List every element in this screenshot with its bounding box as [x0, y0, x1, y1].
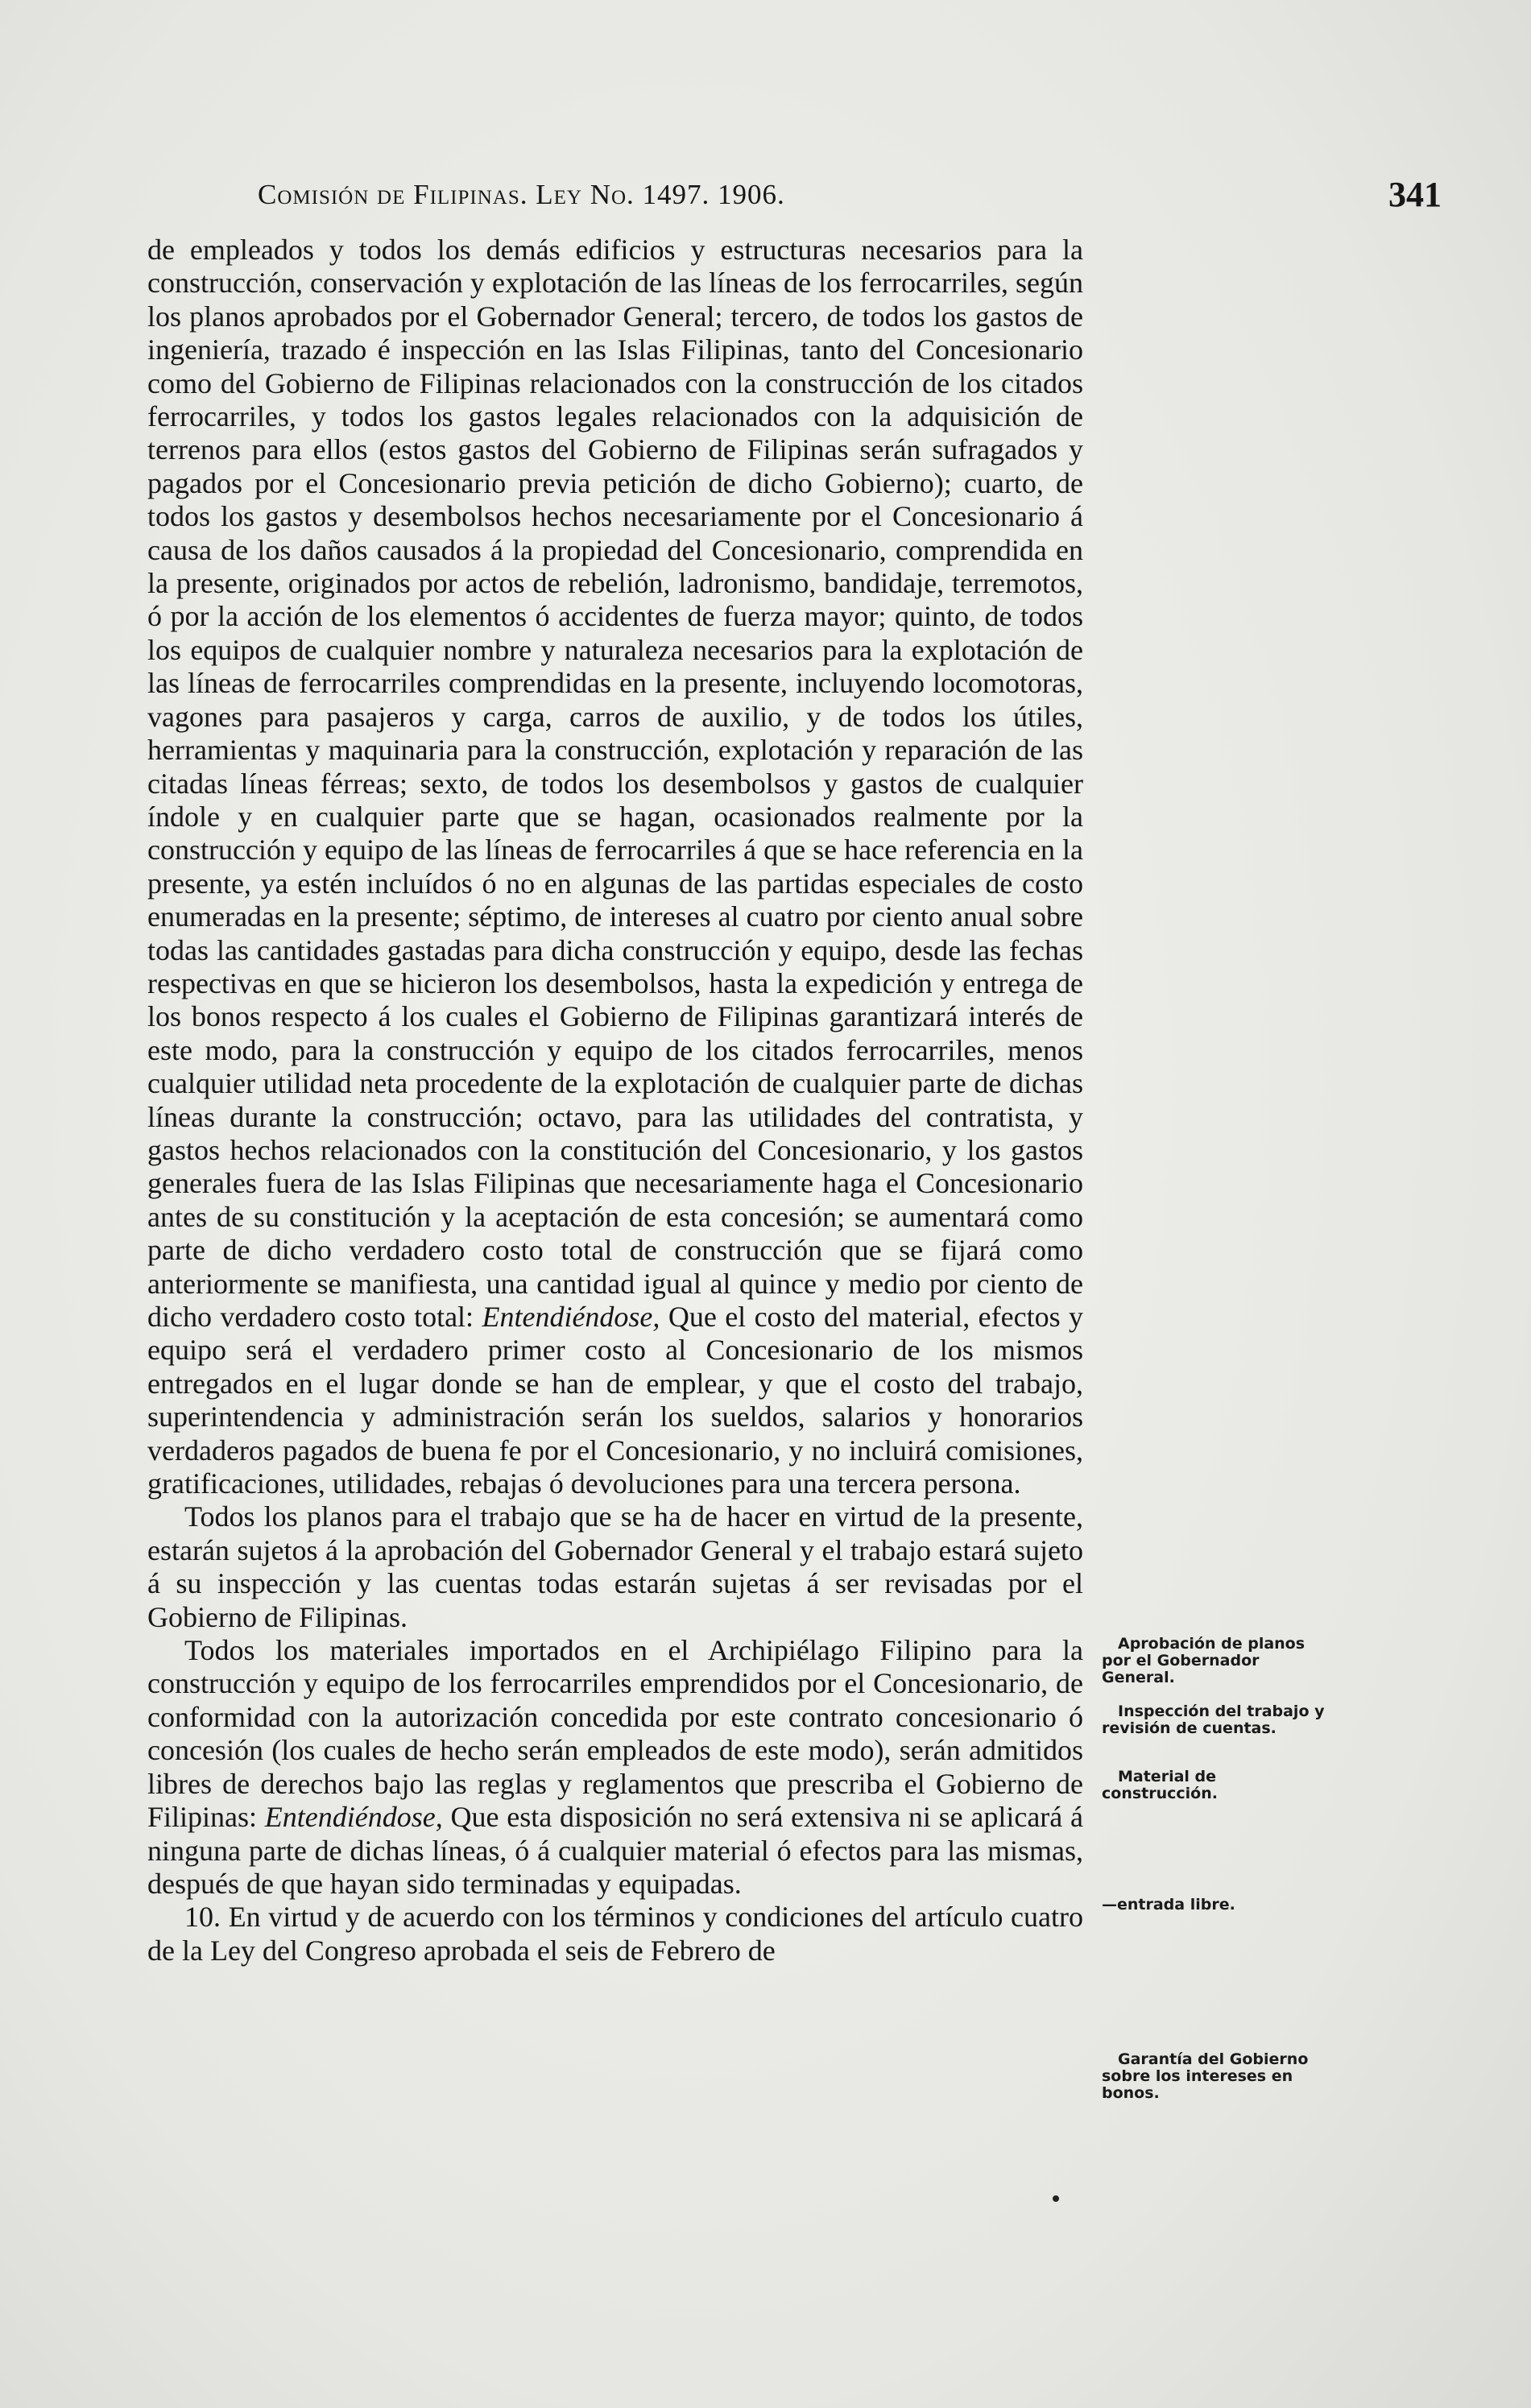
- margin-note-guarantee: Garantía del Gobierno sobre los intereses en bonos.: [1102, 2050, 1309, 2102]
- proviso-emphasis: Entendiéndose,: [482, 1301, 660, 1333]
- paragraph-plans-approval: Todos los planos para el trabajo que se ha de hacer en virtud de la presente, estarán sujetos á la aprobación del Gobernador General y el trabajo estará sujeto á su inspección y las cuentas todas estarán sujetas á ser revisadas por el Gobierno de Filipinas.: [147, 1500, 1083, 1633]
- proviso-emphasis: Entendiéndose,: [264, 1801, 443, 1834]
- paragraph-text: Que el costo del material, efectos y equipo será el verdadero primer costo al Concesionario de los mismos entregados en el lugar donde se han de emplear, y que el costo del trabajo, superintendencia y administración serán los sueldos, salarios y honorarios verdaderos pagados de buena fe por el Concesionario, y no incluirá comisiones, gratificaciones, utilidades, rebajas ó devoluciones para una tercera persona.: [147, 1301, 1084, 1500]
- margin-note-material: Material de construcción.: [1102, 1768, 1218, 1802]
- paragraph-section-10: 10. En virtud y de acuerdo con los términos y condiciones del artículo cuatro de la Ley del Congreso aprobada el seis de Febrero de: [147, 1901, 1083, 1967]
- paragraph-text: de empleados y todos los demás edificios y estructuras necesarios para la construcción, conservación y explotación de las líneas de los ferrocarriles, según los planos aprobados por el Gobernador General; tercero, de todos los gastos de ingeniería, trazado é inspección en las Islas Filipinas, tanto del Concesionario como del Gobierno de Filipinas relacionados con la construcción de los citados ferrocarriles, y todos los gastos legales relacionados con la adquisición de terrenos para ellos (estos gastos del Gobierno de Filipinas serán sufragados y pagados por el Concesionario previa petición de dicho Gobierno); cuarto, de todos los gastos y desembolsos hechos necesariamente por el Concesionario á causa de los daños causados á la propiedad del Concesionario, comprendida en la presente, originados por actos de rebelión, ladronismo, bandidaje, terremotos, ó por la acción de los elementos ó accidentes de fuerza mayor; quinto, de todos los equipos de cualquier nombre y naturaleza necesarios para la explotación de las líneas de ferrocarriles comprendidas en la presente, incluyendo locomotoras, vagones para pasajeros y carga, carros de auxilio, y de todos los útiles, herramientas y maquinaria para la construcción, explotación y reparación de las citadas líneas férreas; sexto, de todos los desembolsos y gastos de cualquier índole y en cualquier parte que se hagan, ocasionados realmente por la construcción y equipo de las líneas de ferrocarriles á que se hace referencia en la presente, ya estén incluídos ó no en algunas de las partidas especiales de costo enumeradas en la presente; séptimo, de intereses al cuatro por ciento anual sobre todas las cantidades gastadas para dicha construcción y equipo, desde las fechas respectivas en que se hicieron los desembolsos, hasta la expedición y entrega de los bonos respecto á los cuales el Gobierno de Filipinas garantizará interés de este modo, para la construcción y equipo de los citados ferrocarriles, menos cualquier utilidad neta procedente de la explotación de cualquier parte de dichas líneas durante la construcción; octavo, para las utilidades del contratista, y gastos hechos relacionados con la constitución del Concesionario, y los gastos generales fuera de las Islas Filipinas que necesariamente haga el Concesionario antes de su constitución y la aceptación de esta concesión; se aumentará como parte de dicho verdadero costo total de construcción que se fijará como anteriormente se manifiesta, una cantidad igual al quince y medio por ciento de dicho verdadero costo total:: [147, 234, 1083, 1333]
- margin-note-inspection: Inspección del trabajo y revisión de cuentas.: [1102, 1703, 1325, 1737]
- page-number: 341: [1388, 175, 1442, 214]
- paragraph-continuation: [147, 234, 1083, 1500]
- paragraph-materials: [147, 1634, 1083, 1901]
- scan-speck: [1053, 2195, 1059, 2202]
- page-header: [153, 171, 1442, 219]
- margin-note-plans: Aprobación de planos por el Gobernador General.: [1102, 1635, 1305, 1686]
- paragraph-text: Todos los materiales importados en el Archipiélago Filipino para la construcción y equipo de los ferrocarriles emprendidos por el Concesionario, de conformidad con la autorización concedida por este contrato concesionario ó concesión (los cuales de hecho serán empleados de este modo), serán admitidos libres de derechos bajo las reglas y reglamentos que prescriba el Gobierno de Filipinas:: [147, 1634, 1083, 1834]
- running-head: Comisión de Filipinas. Ley No. 1497. 1906.: [258, 179, 785, 210]
- paragraph-text: Que esta disposición no será extensiva ni se aplicará á ninguna parte de dichas líneas, ó á cualquier material ó efectos para las mismas, después de que hayan sido terminadas y equipadas.: [147, 1801, 1084, 1900]
- main-text: [147, 234, 1083, 1967]
- margin-note-free-entry: —entrada libre.: [1102, 1896, 1235, 1914]
